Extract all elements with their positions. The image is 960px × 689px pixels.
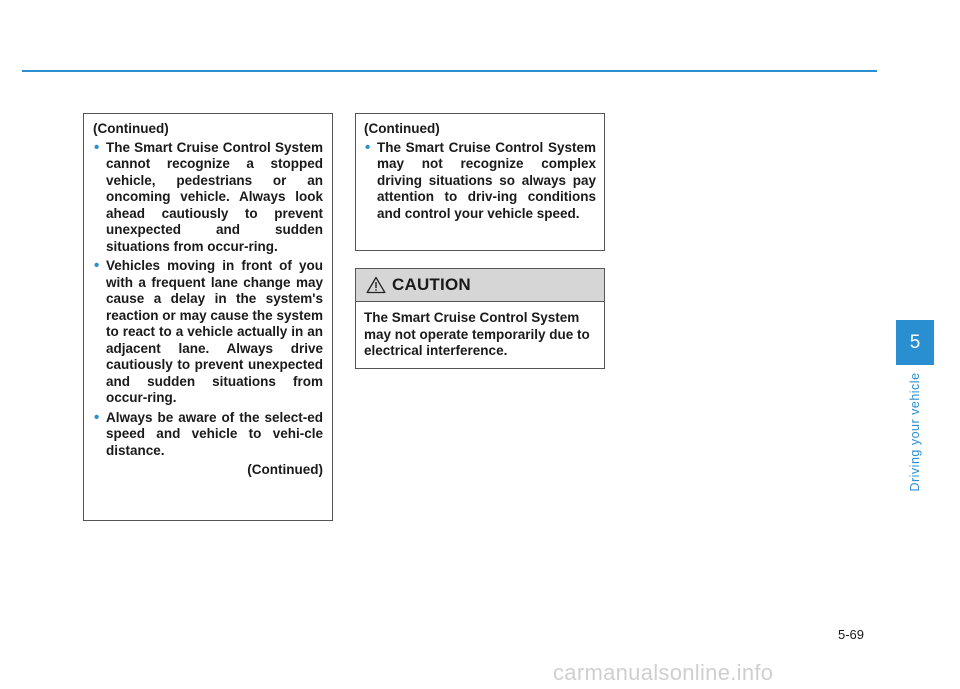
continued-heading: (Continued) bbox=[364, 121, 440, 136]
continued-footer: (Continued) bbox=[247, 462, 323, 477]
chapter-number-tab: 5 bbox=[896, 320, 934, 365]
header-rule bbox=[22, 70, 877, 72]
caution-header bbox=[356, 269, 604, 302]
right-continued-box bbox=[355, 113, 605, 251]
continued-heading: (Continued) bbox=[93, 121, 169, 136]
chapter-label: Driving your vehicle bbox=[908, 372, 922, 492]
watermark: carmanualsonline.info bbox=[553, 660, 774, 685]
bullet-text: Vehicles moving in front of you with a frequent lane change may cause a delay in the system's reaction or may cause the system to react to a vehicle actually in an adjacent lane. Always drive cautiously to prevent unexpected and sudden situations from occur-ring. bbox=[106, 258, 323, 405]
bullet-dot-icon: • bbox=[365, 138, 371, 156]
bullet-text: The Smart Cruise Control System may not recognize complex driving situations so always pay attention to driv-ing conditions and control your vehicle speed. bbox=[377, 139, 596, 221]
bullet-dot-icon: • bbox=[94, 257, 100, 274]
bullet-dot-icon: • bbox=[94, 138, 100, 156]
warning-triangle-icon bbox=[366, 276, 386, 294]
caution-text: The Smart Cruise Control System may not operate temporarily due to electrical interference. bbox=[364, 310, 590, 358]
list-item bbox=[93, 140, 323, 256]
list-item bbox=[93, 410, 323, 460]
bullet-text: Always be aware of the select-ed speed and vehicle to vehi-cle distance. bbox=[106, 409, 323, 458]
list-item bbox=[364, 140, 596, 223]
bullet-text: The Smart Cruise Control System cannot recognize a stopped vehicle, pedestrians or an oncoming vehicle. Always look ahead cautiously to prevent unexpected and sudden situations from occur-ring. bbox=[106, 139, 323, 254]
right-bullet-list bbox=[364, 140, 596, 223]
caution-title: CAUTION bbox=[392, 275, 471, 294]
list-item bbox=[93, 258, 323, 407]
left-bullet-list bbox=[93, 140, 323, 460]
page-number: 5-69 bbox=[838, 627, 865, 642]
left-continued-box bbox=[83, 113, 333, 521]
bullet-dot-icon: • bbox=[94, 408, 100, 426]
caution-box bbox=[355, 268, 605, 369]
